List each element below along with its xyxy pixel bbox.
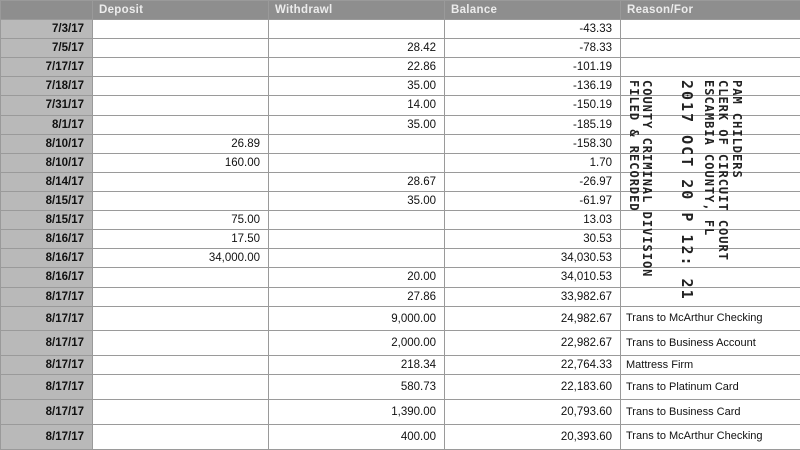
row-withdrawl: 20.00 bbox=[269, 268, 445, 287]
row-balance: -101.19 bbox=[445, 58, 621, 77]
header-row bbox=[1, 1, 800, 20]
row-withdrawl: 22.86 bbox=[269, 58, 445, 77]
row-deposit bbox=[93, 268, 269, 287]
row-reason: Trans to McArthur Checking bbox=[621, 306, 800, 331]
row-balance: 13.03 bbox=[445, 211, 621, 230]
row-reason bbox=[621, 249, 800, 268]
row-balance: -158.30 bbox=[445, 134, 621, 153]
row-deposit: 160.00 bbox=[93, 153, 269, 172]
row-date: 7/18/17 bbox=[1, 77, 93, 96]
table-row bbox=[1, 400, 800, 425]
row-date: 7/3/17 bbox=[1, 20, 93, 39]
row-reason bbox=[621, 172, 800, 191]
row-withdrawl: 28.42 bbox=[269, 39, 445, 58]
table-row bbox=[1, 39, 800, 58]
row-withdrawl: 9,000.00 bbox=[269, 306, 445, 331]
table-row bbox=[1, 153, 800, 172]
row-withdrawl: 35.00 bbox=[269, 191, 445, 210]
row-balance: 30.53 bbox=[445, 230, 621, 249]
table-row bbox=[1, 331, 800, 356]
row-balance: 24,982.67 bbox=[445, 306, 621, 331]
row-withdrawl bbox=[269, 249, 445, 268]
table-row bbox=[1, 356, 800, 375]
header-deposit: Deposit bbox=[93, 1, 269, 20]
table-row bbox=[1, 287, 800, 306]
row-balance: -185.19 bbox=[445, 115, 621, 134]
table-row bbox=[1, 424, 800, 449]
row-withdrawl: 14.00 bbox=[269, 96, 445, 115]
table-row bbox=[1, 172, 800, 191]
row-date: 8/16/17 bbox=[1, 230, 93, 249]
row-date: 8/10/17 bbox=[1, 153, 93, 172]
row-date: 8/17/17 bbox=[1, 306, 93, 331]
row-reason bbox=[621, 230, 800, 249]
row-balance: -150.19 bbox=[445, 96, 621, 115]
row-date: 8/16/17 bbox=[1, 249, 93, 268]
row-reason bbox=[621, 77, 800, 96]
table-row bbox=[1, 20, 800, 39]
row-balance: 33,982.67 bbox=[445, 287, 621, 306]
row-reason bbox=[621, 20, 800, 39]
row-deposit bbox=[93, 96, 269, 115]
row-date: 7/5/17 bbox=[1, 39, 93, 58]
row-balance: 22,183.60 bbox=[445, 375, 621, 400]
row-reason: Mattress Firm bbox=[621, 356, 800, 375]
row-deposit: 26.89 bbox=[93, 134, 269, 153]
row-date: 8/17/17 bbox=[1, 356, 93, 375]
row-deposit bbox=[93, 172, 269, 191]
row-withdrawl: 35.00 bbox=[269, 77, 445, 96]
row-deposit bbox=[93, 375, 269, 400]
row-balance: -43.33 bbox=[445, 20, 621, 39]
row-withdrawl: 35.00 bbox=[269, 115, 445, 134]
row-date: 8/1/17 bbox=[1, 115, 93, 134]
table-row bbox=[1, 230, 800, 249]
stamp-filed: FILED & RECORDED bbox=[627, 80, 641, 212]
row-date: 8/15/17 bbox=[1, 191, 93, 210]
row-date: 8/10/17 bbox=[1, 134, 93, 153]
row-deposit bbox=[93, 287, 269, 306]
table-row bbox=[1, 306, 800, 331]
row-reason: Trans to Business Card bbox=[621, 400, 800, 425]
row-deposit: 17.50 bbox=[93, 230, 269, 249]
stamp-clerk-title: CLERK OF CIRCUIT COURT bbox=[716, 80, 730, 261]
row-withdrawl: 580.73 bbox=[269, 375, 445, 400]
row-date: 7/17/17 bbox=[1, 58, 93, 77]
row-reason bbox=[621, 115, 800, 134]
row-withdrawl: 28.67 bbox=[269, 172, 445, 191]
row-reason bbox=[621, 58, 800, 77]
row-date: 8/17/17 bbox=[1, 375, 93, 400]
row-balance: 20,393.60 bbox=[445, 424, 621, 449]
row-reason bbox=[621, 39, 800, 58]
row-reason bbox=[621, 268, 800, 287]
row-date: 7/31/17 bbox=[1, 96, 93, 115]
row-balance: -78.33 bbox=[445, 39, 621, 58]
table-row bbox=[1, 191, 800, 210]
row-deposit bbox=[93, 424, 269, 449]
table-row bbox=[1, 115, 800, 134]
table-row bbox=[1, 77, 800, 96]
stamp-county: ESCAMBIA COUNTY, FL bbox=[702, 80, 716, 237]
header-date bbox=[1, 1, 93, 20]
row-reason bbox=[621, 287, 800, 306]
row-deposit bbox=[93, 58, 269, 77]
row-deposit bbox=[93, 115, 269, 134]
row-withdrawl: 218.34 bbox=[269, 356, 445, 375]
row-reason bbox=[621, 153, 800, 172]
row-withdrawl bbox=[269, 20, 445, 39]
table-row bbox=[1, 375, 800, 400]
row-reason bbox=[621, 191, 800, 210]
row-date: 8/17/17 bbox=[1, 424, 93, 449]
row-balance: -136.19 bbox=[445, 77, 621, 96]
row-reason: Trans to McArthur Checking bbox=[621, 424, 800, 449]
row-balance: 20,793.60 bbox=[445, 400, 621, 425]
row-deposit bbox=[93, 306, 269, 331]
table-row bbox=[1, 249, 800, 268]
row-deposit bbox=[93, 77, 269, 96]
row-deposit bbox=[93, 400, 269, 425]
table-row bbox=[1, 268, 800, 287]
row-date: 8/15/17 bbox=[1, 211, 93, 230]
row-reason bbox=[621, 134, 800, 153]
row-deposit: 75.00 bbox=[93, 211, 269, 230]
row-withdrawl: 1,390.00 bbox=[269, 400, 445, 425]
row-deposit: 34,000.00 bbox=[93, 249, 269, 268]
table-row bbox=[1, 58, 800, 77]
row-date: 8/16/17 bbox=[1, 268, 93, 287]
row-deposit bbox=[93, 39, 269, 58]
row-date: 8/14/17 bbox=[1, 172, 93, 191]
row-withdrawl bbox=[269, 134, 445, 153]
row-withdrawl: 400.00 bbox=[269, 424, 445, 449]
row-balance: 1.70 bbox=[445, 153, 621, 172]
row-reason bbox=[621, 96, 800, 115]
row-deposit bbox=[93, 356, 269, 375]
table-row bbox=[1, 211, 800, 230]
row-date: 8/17/17 bbox=[1, 287, 93, 306]
row-balance: 22,764.33 bbox=[445, 356, 621, 375]
stamp-datetime: 2017 OCT 20 P 12: 21 bbox=[678, 80, 696, 301]
row-balance: -61.97 bbox=[445, 191, 621, 210]
header-balance: Balance bbox=[445, 1, 621, 20]
row-balance: 34,030.53 bbox=[445, 249, 621, 268]
row-balance: 22,982.67 bbox=[445, 331, 621, 356]
row-withdrawl: 2,000.00 bbox=[269, 331, 445, 356]
stamp-clerk-name: PAM CHILDERS bbox=[730, 80, 744, 179]
row-reason: Trans to Platinum Card bbox=[621, 375, 800, 400]
row-withdrawl bbox=[269, 211, 445, 230]
stamp-division: COUNTY CRIMINAL DIVISION bbox=[640, 80, 654, 278]
row-withdrawl bbox=[269, 153, 445, 172]
table-row bbox=[1, 96, 800, 115]
row-balance: -26.97 bbox=[445, 172, 621, 191]
row-deposit bbox=[93, 191, 269, 210]
row-withdrawl bbox=[269, 230, 445, 249]
header-reason: Reason/For bbox=[621, 1, 800, 20]
header-withdrawl: Withdrawl bbox=[269, 1, 445, 20]
table-row bbox=[1, 134, 800, 153]
row-reason: Trans to Business Account bbox=[621, 331, 800, 356]
row-withdrawl: 27.86 bbox=[269, 287, 445, 306]
row-date: 8/17/17 bbox=[1, 331, 93, 356]
row-deposit bbox=[93, 20, 269, 39]
row-reason bbox=[621, 211, 800, 230]
row-date: 8/17/17 bbox=[1, 400, 93, 425]
row-balance: 34,010.53 bbox=[445, 268, 621, 287]
row-deposit bbox=[93, 331, 269, 356]
